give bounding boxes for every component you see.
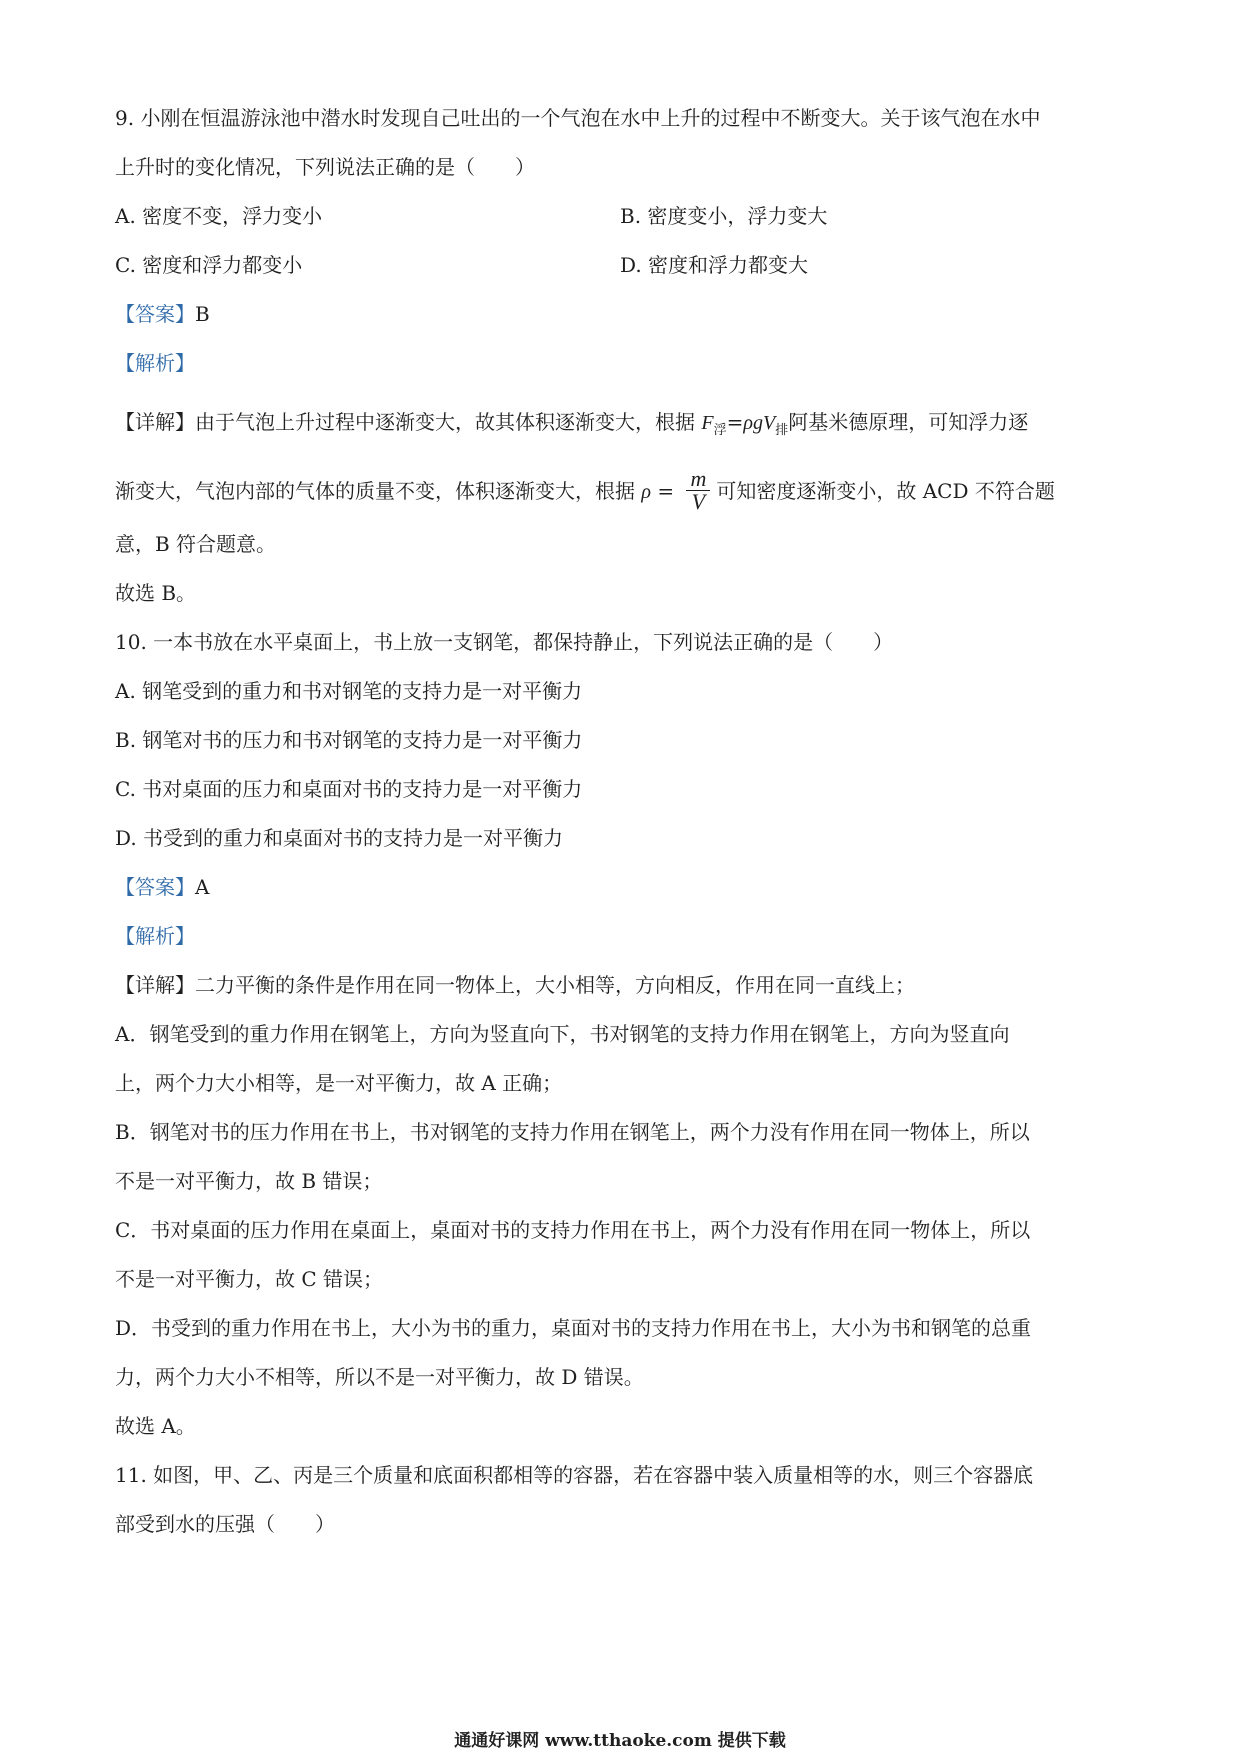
q10-detail-intro	[115, 971, 915, 999]
detail-tag: 【详解】	[115, 973, 195, 997]
q9-option-c: C. 密度和浮力都变小	[115, 253, 303, 277]
q9-option-b: B. 密度变小，浮力变大	[620, 204, 828, 228]
q9-detail-line2	[115, 466, 1055, 515]
q10-stem: 10. 一本书放在水平桌面上，书上放一支钢笔，都保持静止，下列说法正确的是（ ）	[115, 630, 894, 654]
detail-tag: 【详解】	[115, 410, 195, 434]
q10-detail-b1: B．钢笔对书的压力作用在书上，书对钢笔的支持力作用在钢笔上，两个力没有作用在同一物体上，所以	[115, 1120, 1030, 1144]
q9-choose: 故选 B。	[115, 581, 197, 605]
q10-option-c: C. 书对桌面的压力和桌面对书的支持力是一对平衡力	[115, 777, 583, 801]
page-footer: 通通好课网 www.tthaoke.com 提供下载	[454, 1731, 786, 1751]
q9-option-d: D. 密度和浮力都变大	[620, 253, 809, 277]
q9-answer	[115, 300, 210, 328]
q10-detail-d1: D．书受到的重力作用在书上，大小为书的重力，桌面对书的支持力作用在书上，大小为书和钢笔的总重	[115, 1316, 1032, 1340]
q10-detail-a1: A．钢笔受到的重力作用在钢笔上，方向为竖直向下，书对钢笔的支持力作用在钢笔上，方向为竖直向	[115, 1022, 1010, 1046]
detail-text: 可知密度逐渐变小，故 ACD 不符合题	[716, 479, 1055, 503]
q10-answer	[115, 873, 209, 901]
detail-text: 由于气泡上升过程中逐渐变大，故其体积逐渐变大，根据	[195, 410, 695, 434]
q10-detail-b2: 不是一对平衡力，故 B 错误；	[115, 1169, 383, 1193]
buoyancy-formula: $F_浮=\rho gV_排$	[701, 410, 789, 438]
detail-text: 渐变大，气泡内部的气体的质量不变，体积逐渐变大，根据	[115, 479, 635, 503]
q9-stem-line2: 上升时的变化情况，下列说法正确的是（ ）	[115, 155, 535, 179]
q11-stem-line2: 部受到水的压强（ ）	[115, 1512, 335, 1536]
q10-option-b: B. 钢笔对书的压力和书对钢笔的支持力是一对平衡力	[115, 728, 583, 752]
q10-option-a: A. 钢笔受到的重力和书对钢笔的支持力是一对平衡力	[115, 679, 583, 703]
q10-choose: 故选 A。	[115, 1414, 196, 1438]
q9-detail-line3: 意，B 符合题意。	[115, 532, 277, 556]
answer-tag: 【答案】	[115, 875, 195, 899]
q10-detail-c2: 不是一对平衡力，故 C 错误；	[115, 1267, 384, 1291]
detail-text: 阿基米德原理，可知浮力逐	[788, 410, 1029, 434]
q10-detail-d2: 力，两个力大小不相等，所以不是一对平衡力，故 D 错误。	[115, 1365, 644, 1389]
q9-analysis-tag: 【解析】	[115, 351, 195, 375]
q9-stem-line1: 9. 小刚在恒温游泳池中潜水时发现自己吐出的一个气泡在水中上升的过程中不断变大。关于该气泡在水中	[115, 106, 1041, 130]
q11-stem-line1: 11. 如图，甲、乙、丙是三个质量和底面积都相等的容器，若在容器中装入质量相等的水，则三个容器底	[115, 1463, 1034, 1487]
q9-option-a: A. 密度不变，浮力变小	[115, 204, 323, 228]
answer-tag: 【答案】	[115, 302, 195, 326]
answer-value: B	[195, 302, 210, 326]
density-formula: ρ = $\frac{m}{V}$	[641, 479, 716, 503]
q10-option-d: D. 书受到的重力和桌面对书的支持力是一对平衡力	[115, 826, 564, 850]
answer-value: A	[195, 875, 210, 899]
q10-analysis-tag: 【解析】	[115, 924, 195, 948]
q9-detail-line1	[115, 408, 1028, 445]
q10-detail-a2: 上，两个力大小相等，是一对平衡力，故 A 正确；	[115, 1071, 563, 1095]
detail-text: 二力平衡的条件是作用在同一物体上，大小相等，方向相反，作用在同一直线上；	[195, 973, 915, 997]
q10-detail-c1: C．书对桌面的压力作用在桌面上，桌面对书的支持力作用在书上，两个力没有作用在同一物体上，所以	[115, 1218, 1031, 1242]
